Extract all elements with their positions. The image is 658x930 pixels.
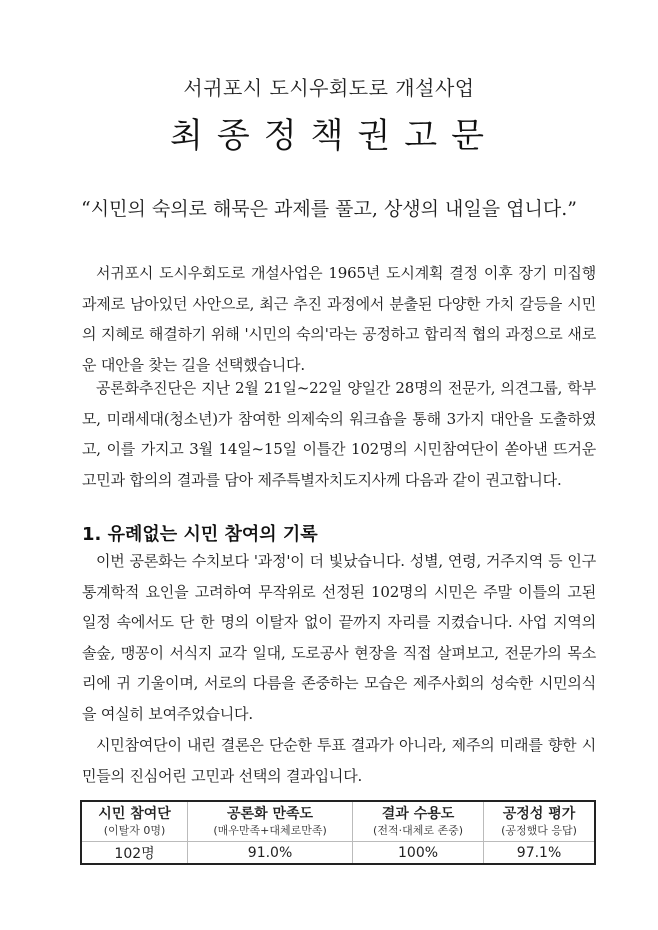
column-subtitle: (전적·대체로 존중) <box>373 823 463 837</box>
table-header-cell <box>352 801 483 842</box>
section-1-heading: 1. 유례없는 시민 참여의 기록 <box>82 524 318 545</box>
table-cell-acceptance: 100% <box>352 842 483 865</box>
document-subtitle: 서귀포시 도시우회도로 개설사업 <box>183 76 475 100</box>
intro-paragraph-2: 공론화추진단은 지난 2월 21일~22일 양일간 28명의 전문가, 의견그룹, 학부모, 미래세대(청소년)가 참여한 의제숙의 워크숍을 통해 3가지 대안을 도출하였고, 이를 가지고 3월 14일~15일 이틀간 102명의 시민참여단이 쏟아낸 뜨거운 고민과 합의의 결과를 담아 제주특별자치도지사께 다음과 같이 권고합니다. <box>82 379 596 489</box>
column-subtitle: (공정했다 응답) <box>501 823 577 837</box>
table-cell-participants: 102명 <box>114 845 155 862</box>
document-slogan-quote: “시민의 숙의로 해묵은 과제를 풀고, 상생의 내일을 엽니다.” <box>81 198 577 220</box>
table-header-cell <box>81 801 188 842</box>
table-row <box>81 842 595 865</box>
column-title: 시민 참여단 <box>98 805 171 822</box>
table-header-cell <box>188 801 353 842</box>
table-header-row <box>81 801 595 842</box>
column-subtitle: (매우만족+대체로만족) <box>213 823 327 837</box>
section-1-paragraph-1: 이번 공론화는 수치보다 '과정'이 더 빛났습니다. 성별, 연령, 거주지역 등 인구통계학적 요인을 고려하여 무작위로 선정된 102명의 시민은 주말 이틀의 고된 일정 속에서도 단 한 명의 이탈자 없이 끝까지 자리를 지켰습니다. 사업 지역의 솔숲, 맹꽁이 서식지 교각 일대, 도로공사 현장을 직접 살펴보고, 전문가의 목소리에 귀 기울이며, 서로의 다름을 존중하는 모습은 제주사회의 성숙한 시민의식을 여실히 보여주었습니다. <box>82 552 596 723</box>
table-cell-fairness: 97.1% <box>484 842 595 865</box>
column-subtitle: (이탈자 0명) <box>103 823 166 837</box>
section-1-paragraph-2: 시민참여단이 내린 결론은 단순한 투표 결과가 아니라, 제주의 미래를 향한 시민들의 진심어린 고민과 선택의 결과입니다. <box>82 736 596 785</box>
table-cell-satisfaction: 91.0% <box>188 842 353 865</box>
participation-stats-table <box>80 800 596 865</box>
table-header-cell <box>484 801 595 842</box>
column-title: 공론화 만족도 <box>227 805 314 822</box>
column-title: 공정성 평가 <box>502 805 576 822</box>
document-title: 최종정책권고문 <box>170 116 498 156</box>
column-title: 결과 수용도 <box>381 805 455 822</box>
intro-paragraph-1: 서귀포시 도시우회도로 개설사업은 1965년 도시계획 결정 이후 장기 미집행 과제로 남아있던 사안으로, 최근 추진 과정에서 분출된 다양한 가치 갈등을 시민의 지혜로 해결하기 위해 '시민의 숙의'라는 공정하고 합리적 협의 과정으로 새로운 대안을 찾는 길을 선택했습니다. <box>82 264 596 374</box>
